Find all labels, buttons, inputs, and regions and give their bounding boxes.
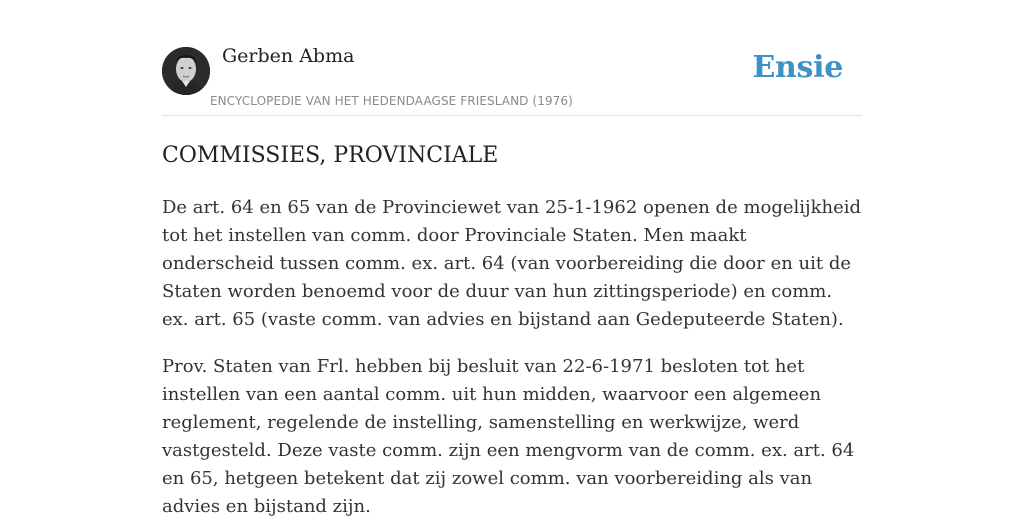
source-label: ENCYCLOPEDIE VAN HET HEDENDAAGSE FRIESLAND (1976) — [210, 94, 573, 108]
article-page — [162, 0, 862, 521]
author-name[interactable]: Gerben Abma — [222, 45, 355, 67]
ensie-logo[interactable]: Ensie — [752, 50, 843, 85]
article-paragraph: Prov. Staten van Frl. hebben bij besluit van 22-6-1971 besloten tot het instellen van een aantal comm. uit hun midden, waarvoor een algemeen reglement, regelende de instelling, samenstelling en werkwijze, werd vastgesteld. Deze vaste comm. zijn een mengvorm van de comm. ex. art. 64 en 65, hetgeen betekent dat zij zowel comm. van voorbereiding als van advies en bijstand zijn. — [162, 356, 855, 517]
author-portrait-icon — [162, 47, 210, 95]
author-avatar[interactable] — [162, 47, 210, 95]
article-title: COMMISSIES, PROVINCIALE — [162, 143, 499, 168]
article-header — [162, 0, 862, 116]
article-paragraph: De art. 64 en 65 van de Provinciewet van 25-1-1962 openen de mogelijkheid tot het instellen van comm. door Provinciale Staten. Men maakt onderscheid tussen comm. ex. art. 64 (van voorbereiding die door en uit de Staten worden benoemd voor de duur van hun zittingsperiode) en comm. ex. art. 65 (vaste comm. van advies en bijstand aan Gedeputeerde Staten). — [162, 197, 862, 330]
